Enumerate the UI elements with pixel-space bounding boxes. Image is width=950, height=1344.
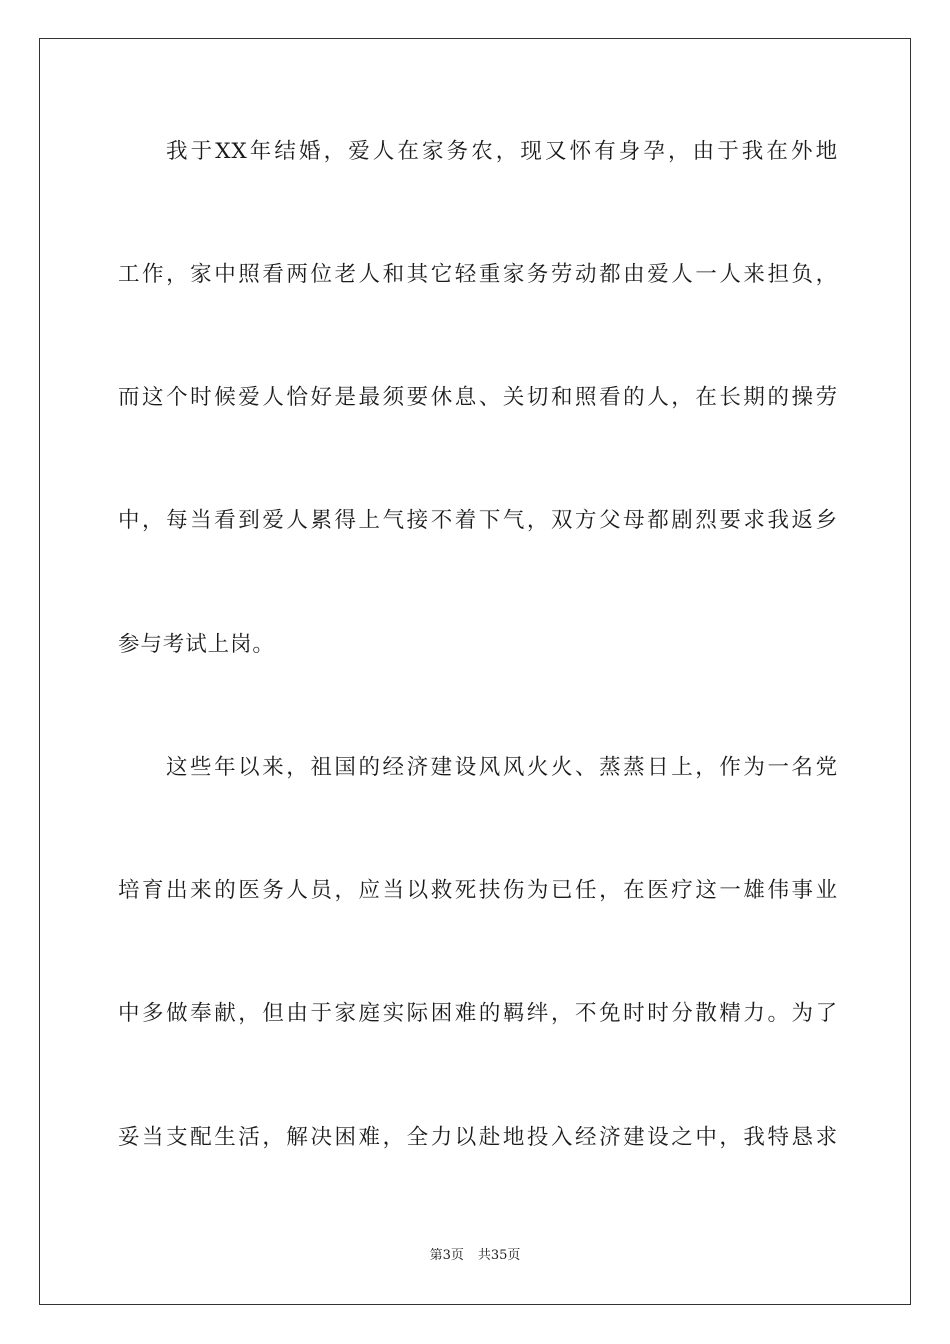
page-number: 第3页: [429, 1248, 464, 1263]
paragraph-2-line-2: 培育出来的医务人员，应当以救死扶伤为已任，在医疗这一雄伟事业: [118, 878, 838, 903]
paragraph-2-line-4: 妥当支配生活，解决困难，全力以赴地投入经济建设之中，我特恳求: [118, 1125, 838, 1150]
paragraph-1-line-2: 工作，家中照看两位老人和其它轻重家务劳动都由爱人一人来担负，: [118, 262, 838, 287]
paragraph-2-line-3: 中多做奉献，但由于家庭实际困难的羁绊，不免时时分散精力。为了: [118, 1001, 838, 1026]
page-border: [39, 38, 911, 1305]
paragraph-1-line-1: 我于XX年结婚，爱人在家务农，现又怀有身孕，由于我在外地: [166, 139, 838, 164]
total-pages: 共35页: [477, 1248, 521, 1263]
paragraph-1-line-3: 而这个时候爱人恰好是最须要休息、关切和照看的人，在长期的操劳: [118, 385, 838, 410]
paragraph-1-line-4: 中，每当看到爱人累得上气接不着下气，双方父母都剧烈要求我返乡: [118, 508, 838, 533]
paragraph-1-line-5: 参与考试上岗。: [118, 632, 275, 657]
paragraph-2-line-1: 这些年以来，祖国的经济建设风风火火、蒸蒸日上，作为一名党: [166, 755, 838, 780]
page-footer: [0, 1244, 950, 1263]
